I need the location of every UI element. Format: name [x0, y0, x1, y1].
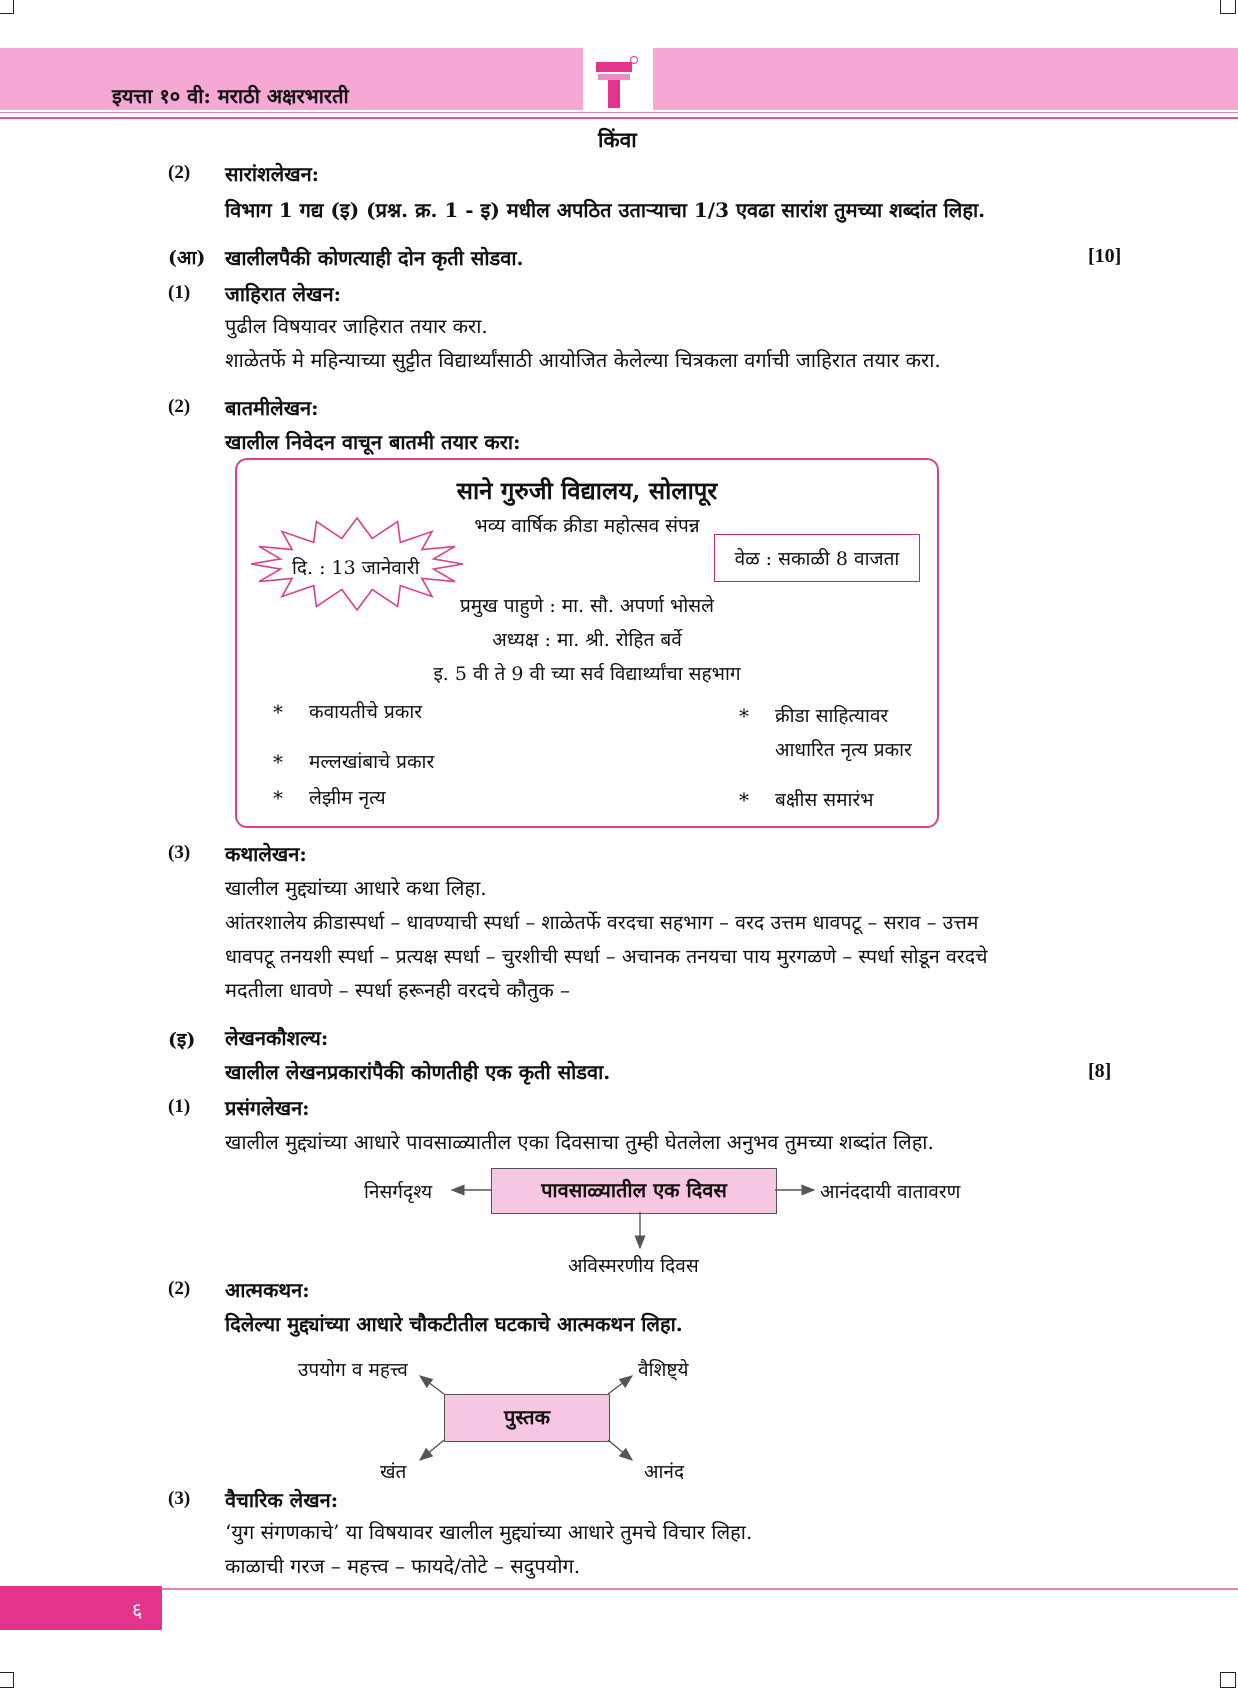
story-number: (3) [168, 842, 191, 863]
auto-heading: आत्मकथन: [225, 1278, 310, 1302]
event-point-bottom: अविस्मरणीय दिवस [568, 1255, 699, 1277]
arrow-top-left [420, 1376, 444, 1394]
notice-left-item: लेझीम नृत्य [309, 787, 386, 809]
notice-date: दि. : 13 जानेवारी [292, 557, 420, 579]
section-i-instruction: खालील लेखनप्रकारांपैकी कोणतीही एक कृती सोडवा. [225, 1060, 611, 1084]
auto-instruction: दिलेल्या मुद्द्यांच्या आधारे चौकटीतील घटकाचे आत्मकथन लिहा. [225, 1312, 683, 1336]
auto-number: (2) [168, 1278, 191, 1299]
section-aa-marks: [10] [1088, 245, 1122, 267]
arrow-bottom-right [608, 1440, 632, 1460]
section-i-number: (इ) [168, 1029, 196, 1051]
notice-title: साने गुरुजी विद्यालय, सोलापूर [456, 476, 718, 505]
summary-text: विभाग 1 गद्य (इ) (प्रश्न. क्र. 1 - इ) मधील अपठित उताऱ्याचा 1/3 एवढा सारांश तुमच्या शब्दांत लिहा. [225, 198, 986, 222]
notice-left-item: कवायतीचे प्रकार [309, 701, 423, 723]
notice-time: वेळ : सकाळी 8 वाजता [734, 548, 900, 570]
story-line-3: धावपटू तनयशी स्पर्धा – प्रत्यक्ष स्पर्धा – चुरशीची स्पर्धा – अचानक तनयचा पाय मुरगळणे – स्पर्धा सोडून वरदचे [225, 945, 988, 968]
notice-bullet: * [739, 704, 749, 728]
notice-right-item: बक्षीस समारंभ [775, 789, 874, 811]
event-heading: प्रसंगलेखन: [225, 1096, 310, 1120]
notice-bullet: * [739, 788, 749, 812]
notice-bullet: * [273, 750, 283, 774]
notice-right-item: क्रीडा साहित्यावर [775, 705, 889, 727]
auto-point-bottom-right: आनंद [644, 1461, 685, 1483]
news-heading: बातमीलेखन: [225, 396, 319, 420]
header-title: इयत्ता १० वी: मराठी अक्षरभारती [112, 84, 349, 108]
event-point-right: आनंददायी वातावरण [820, 1181, 961, 1203]
news-instruction: खालील निवेदन वाचून बातमी तयार करा: [225, 430, 521, 454]
section-i-heading: लेखनकौशल्य: [225, 1026, 329, 1050]
notice-president: अध्यक्ष : मा. श्री. रोहित बर्वे [492, 629, 682, 651]
story-line-1: खालील मुद्द्यांच्या आधारे कथा लिहा. [225, 876, 487, 900]
notice-guest: प्रमुख पाहुणे : मा. सौ. अपर्णा भोसले [460, 595, 714, 617]
summary-heading: सारांशलेखन: [225, 162, 320, 186]
ad-number: (1) [168, 282, 191, 303]
notice-right-item: आधारित नृत्य प्रकार [775, 739, 912, 761]
arrow-top-right [608, 1376, 632, 1394]
section-aa-text: खालीलपैकी कोणत्याही दोन कृती सोडवा. [225, 246, 524, 270]
auto-point-top-right: वैशिष्ट्ये [638, 1359, 689, 1381]
event-point-left: निसर्गदृश्य [364, 1181, 433, 1203]
news-number: (2) [168, 396, 191, 417]
thought-number: (3) [168, 1488, 191, 1509]
notice-subtitle: भव्य वार्षिक क्रीडा महोत्सव संपन्न [474, 515, 700, 537]
notice-bullet: * [273, 786, 283, 810]
notice-left-item: मल्लखांबाचे प्रकार [309, 751, 435, 773]
notice-participation: इ. 5 वी ते 9 वी च्या सर्व विद्यार्थ्यांचा सहभाग [433, 663, 741, 685]
or-label: किंवा [598, 127, 637, 152]
ad-heading: जाहिरात लेखन: [225, 282, 341, 306]
auto-center-box: पुस्तक [444, 1394, 610, 1442]
auto-point-bottom-left: खंत [380, 1461, 407, 1483]
thought-heading: वैचारिक लेखन: [225, 1488, 339, 1512]
section-aa-number: (आ) [168, 247, 206, 269]
summary-number: (2) [168, 162, 191, 183]
section-i-marks: [8] [1088, 1060, 1112, 1082]
notice-bullet: * [273, 700, 283, 724]
thought-line-1: ‘युग संगणकाचे’ या विषयावर खालील मुद्द्यांच्या आधारे तुमचे विचार लिहा. [225, 1520, 753, 1544]
auto-point-top-left: उपयोग व महत्त्व [298, 1359, 408, 1381]
ad-line-1: पुढील विषयावर जाहिरात तयार करा. [225, 314, 488, 338]
event-number: (1) [168, 1096, 191, 1117]
thought-line-2: काळाची गरज – महत्त्व – फायदे/तोटे – सदुपयोग. [225, 1554, 581, 1578]
event-text: खालील मुद्द्यांच्या आधारे पावसाळ्यातील एका दिवसाचा तुम्ही घेतलेला अनुभव तुमच्या शब्दांत लिहा. [225, 1130, 934, 1154]
ad-line-2: शाळेतर्फे मे महिन्याच्या सुट्टीत विद्यार्थ्यांसाठी आयोजित केलेल्या चित्रकला वर्गाची जाहिरात तयार करा. [225, 348, 941, 372]
story-line-4: मदतीला धावणे – स्पर्धा हरूनही वरदचे कौतुक – [225, 978, 571, 1002]
story-heading: कथालेखन: [225, 842, 307, 866]
footer-rule [162, 1588, 1238, 1590]
page-number: ६ [132, 1598, 143, 1622]
story-line-2: आंतरशालेय क्रीडास्पर्धा – धावण्याची स्पर्धा – शाळेतर्फे वरदचा सहभाग – वरद उत्तम धावपटू – सराव – उत्तम [225, 911, 979, 934]
arrow-bottom-left [420, 1440, 444, 1460]
event-center-box: पावसाळ्यातील एक दिवस [491, 1168, 777, 1214]
